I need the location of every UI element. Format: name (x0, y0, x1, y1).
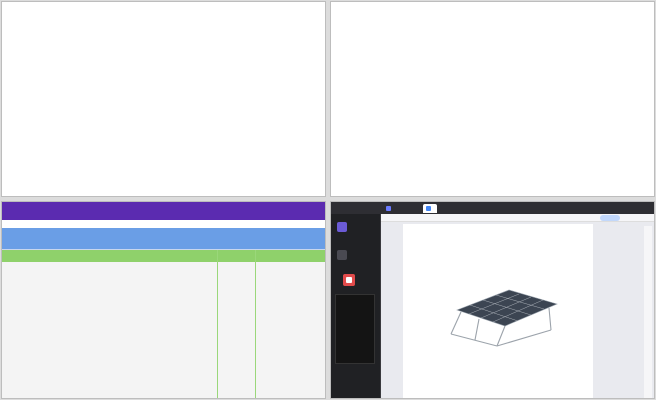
solar-panel-mount-image (439, 282, 559, 348)
tab-favicon-icon (426, 206, 431, 211)
browser-tab-active[interactable] (423, 204, 437, 213)
camera-icon[interactable] (337, 250, 347, 260)
docs-side-rail (644, 226, 652, 399)
record-stop-button[interactable] (343, 274, 355, 286)
browser-window-panel (330, 201, 655, 399)
browser-tab-bar (331, 202, 654, 214)
loom-logo-icon[interactable] (337, 222, 347, 232)
tab-favicon-icon (386, 206, 391, 211)
system-document-panel (330, 1, 655, 197)
column-divider (217, 250, 218, 398)
docs-page (381, 214, 654, 398)
cost-document-text (2, 2, 325, 3)
sheet-subtitle (2, 220, 325, 228)
units-header-row (2, 250, 325, 262)
sheet-title (2, 202, 325, 220)
camera-preview (335, 294, 375, 364)
docs-toolbar (381, 214, 654, 222)
tariff-spreadsheet-panel (1, 201, 326, 399)
browser-tab[interactable] (383, 204, 397, 213)
inputs-header (2, 228, 325, 250)
loom-sidebar (331, 214, 381, 399)
cost-document-panel (1, 1, 326, 197)
document-page (403, 224, 593, 399)
share-button[interactable] (600, 215, 620, 221)
column-divider (255, 250, 256, 398)
